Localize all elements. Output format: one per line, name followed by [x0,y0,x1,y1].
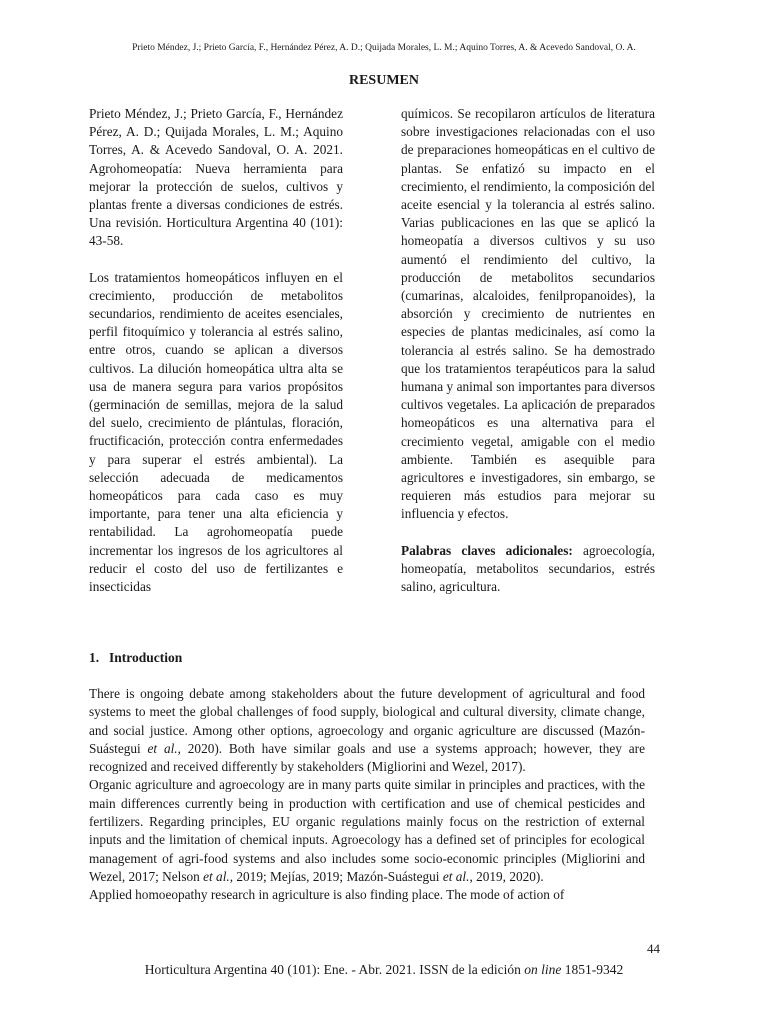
section-title: Introduction [109,650,183,665]
section-heading-introduction [89,650,182,666]
page-number: 44 [647,941,660,956]
intro-paragraph-2 [89,776,645,886]
abstract-left-column [89,105,343,596]
footer-italic: on line [524,962,562,977]
abstract-paragraph-right: químicos. Se recopilaron artículos de literatura sobre investigaciones relacionadas con el uso de preparaciones homeopáticas en el cultivo de plantas. Se enfatizó su impacto en el crecimiento, el rendimiento, la composición del aceite esencial y la tolerancia al estrés salino. Varias publicaciones en las que se aplicó la homeopatía a diversos cultivos y su uso aumentó el rendimiento del cultivo, la producción de metabolitos secundarios (cumarinas, alcaloides, fenilpropanoides), la absorción y crecimiento de nutrientes en especies de plantas medicinales, así como la tolerancia al estrés salino. Se ha demostrado que los tratamientos terapéuticos para la salud humana y animal son importantes para diversos cultivos vegetales. La aplicación de preparados homeopáticos es una alternativa para el crecimiento vegetal, amigable con el medio ambiente. También es asequible para agricultores e investigadores, sin embargo, se requieren más estudios para mejorar su influencia y efectos. [401,106,655,522]
intro-paragraph-3: Applied homoeopathy research in agriculture is also finding place. The mode of action of [89,887,565,903]
abstract-paragraph-left: Los tratamientos homeopáticos influyen en el crecimiento, producción de metabolitos secundarios, rendimiento de aceites esenciales, perfil fitoquímico y tolerancia al estrés salino, entre otros, cuando se aplican a diversos cultivos. La dilución homeopática ultra alta se usa de manera segura para varios propósitos (germinación de semillas, mejora de la salud del suelo, crecimiento de plántulas, floración, fructificación, protección contra enfermedades y para superar el estrés ambiental). La selección adecuada de medicamentos homeopáticos para cada caso es muy importante, para tener una alta eficiencia y rentabilidad. La agrohomeopatía puede incrementar los ingresos de los agricultores al reducir el costo del uso de fertilizantes e insecticidas [89,269,343,595]
abstract-right-column [401,105,655,596]
running-header: Prieto Méndez, J.; Prieto García, F., Hernández Pérez, A. D.; Quijada Morales, L. M.; Aquino Torres, A. & Acevedo Sandoval, O. A. [132,43,636,53]
text-run: , 2019, 2020). [469,868,544,884]
text-run: , 2020). Both have similar goals and use a systems approach; however, they are recognized and received differently by stakeholders (Migliorini and Wezel, 2017). [89,740,645,775]
footer-text: 1851-9342 [561,962,624,977]
introduction-body [89,685,645,905]
footer-text: Horticultura Argentina 40 (101): Ene. - Abr. 2021. ISSN de la edición [144,962,525,977]
italic-run: et al. [147,740,178,756]
italic-run: et al. [442,868,470,884]
text-run: Organic agriculture and agroecology are in many parts quite similar in principles and practices, with the main differences currently being in production with certification and use of chemical pesticides and fertilizers. Regarding principles, EU organic regulations mainly focus on the restriction of external inputs and the limitation of chemical inputs. Agroecology has a defined set of principles for ecological management of agri-food systems and also includes some socio-economic principles (Migliorini and Wezel, 2017; Nelson [89,777,645,884]
section-number: 1. [89,650,100,665]
abstract-title: RESUMEN [348,73,419,88]
intro-paragraph-1 [89,685,645,776]
keywords-list: agroecología, homeopatía, metabolitos secundarios, estrés salino, agricultura. [401,542,655,595]
journal-footer [0,962,768,978]
italic-run: et al. [203,868,230,884]
text-run: There is ongoing debate among stakeholders about the future development of agricultural and food systems to meet the global challenges of food supply, biological and cultural diversity, climate change, and social justice. Among other options, agroecology and organic agriculture are discussed (Mazón-Suástegui [89,686,645,756]
abstract-citation: Prieto Méndez, J.; Prieto García, F., Hernández Pérez, A. D.; Quijada Morales, L. M.; Aquino Torres, A. & Acevedo Sandoval, O. A. 2021. Agrohomeopatía: Nueva herramienta para mejorar la protección de suelos, cultivos y plantas frente a diversas condiciones de estrés. Una revisión. Horticultura Argentina 40 (101): 43-58. [89,106,343,249]
keywords [401,542,655,597]
keywords-label: Palabras claves adicionales: [401,542,573,558]
text-run: , 2019; Mejías, 2019; Mazón-Suástegui [229,868,443,884]
